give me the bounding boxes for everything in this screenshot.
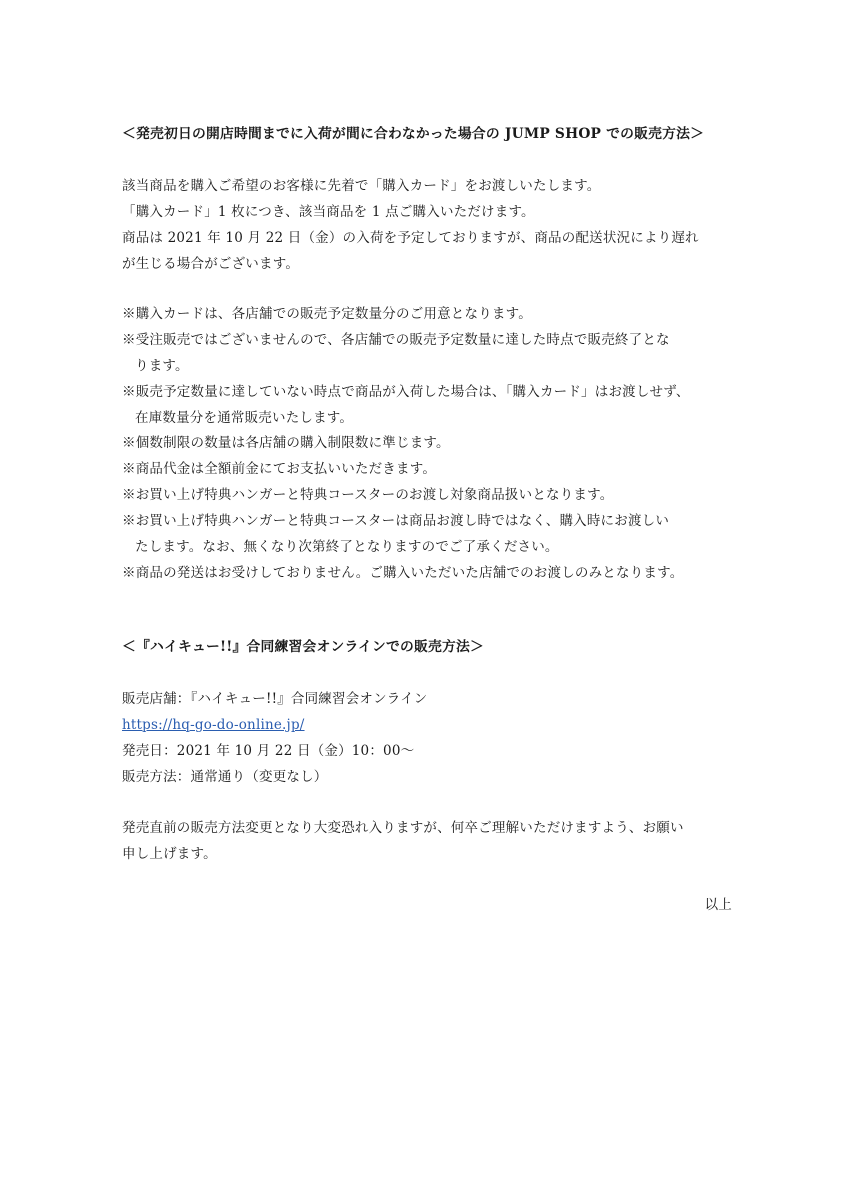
release-date: 発売日：2021 年 10 月 22 日（金）10：00〜 [122,743,415,759]
note-item-continuation: 在庫数量分を通常販売いたします。 [135,410,354,426]
section1-heading: ＜発売初日の開店時間までに入荷が間に合わなかった場合の JUMP SHOP での販売方法＞ [122,126,705,142]
note-item: ※商品の発送はお受けしておりません。ご購入いただいた店舗でのお渡しのみとなります。 [122,565,684,581]
store-url-link[interactable]: https://hq-go-do-online.jp/ [122,717,305,733]
closing-line: 発売直前の販売方法変更となり大変恐れ入りますが、何卒ご理解いただけますよう、お願い [122,820,684,836]
section2-heading: ＜『ハイキュー!!』合同練習会オンラインでの販売方法＞ [122,639,485,655]
section1-paragraph-line: 該当商品を購入ご希望のお客様に先着で「購入カード」をお渡しいたします。 [122,178,601,194]
section1-paragraph-line: 「購入カード」1 枚につき、該当商品を 1 点ご購入いただけます。 [122,204,535,220]
section1-paragraph-line: が生じる場合がございます。 [122,256,300,272]
note-item: ※お買い上げ特典ハンガーと特典コースターのお渡し対象商品扱いとなります。 [122,487,614,503]
store-info: 販売店舗：『ハイキュー!!』合同練習会オンライン [122,691,428,707]
end-mark: 以上 [704,897,732,913]
note-item: ※お買い上げ特典ハンガーと特典コースターは商品お渡し時ではなく、購入時にお渡しい [122,513,670,529]
note-item: ※個数制限の数量は各店舗の購入制限数に準じます。 [122,435,450,451]
note-item-continuation: ります。 [135,358,189,374]
document-page [122,0,732,1200]
closing-line: 申し上げます。 [122,846,217,862]
note-item-continuation: たします。なお、無くなり次第終了となりますのでご了承ください。 [135,539,559,555]
note-item: ※販売予定数量に達していない時点で商品が入荷した場合は、「購入カード」はお渡しせず、 [122,384,690,400]
note-item: ※購入カードは、各店舗での販売予定数量分のご用意となります。 [122,306,532,322]
note-item: ※受注販売ではございませんので、各店舗での販売予定数量に達した時点で販売終了とな [122,332,670,348]
section1-paragraph-line: 商品は 2021 年 10 月 22 日（金）の入荷を予定しておりますが、商品の配送状況により遅れ [122,230,699,246]
sales-method: 販売方法：通常通り（変更なし） [122,769,328,785]
note-item: ※商品代金は全額前金にてお支払いいただきます。 [122,461,437,477]
